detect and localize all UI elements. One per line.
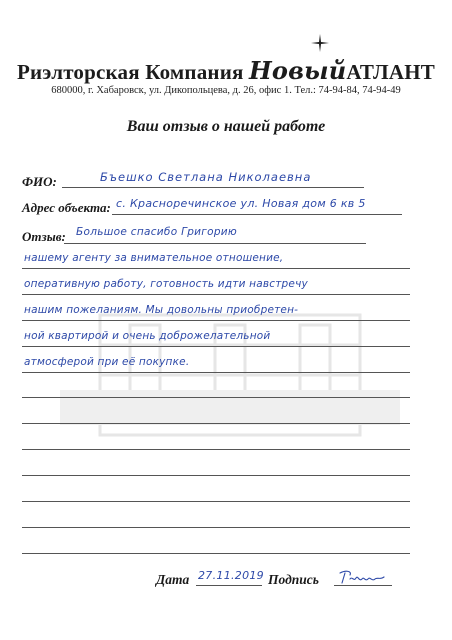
empty-rule <box>22 475 410 476</box>
review-label: Отзыв: <box>22 229 66 244</box>
company-address: 680000, г. Хабаровск, ул. Дикопольцева, д. 26, офис 1. Тел.: 74-94-84, 74-94-49 <box>51 85 401 96</box>
object-line <box>112 214 402 215</box>
brand-caps: АТЛАНТ <box>346 60 435 84</box>
review-line-3: оперативную работу, готовность идти навстречу <box>24 278 308 290</box>
object-value: с. Красноречинское ул. Новая дом 6 кв 5 <box>116 197 366 210</box>
empty-rule <box>22 527 410 528</box>
review-line-2: нашему агенту за внимательное отношение, <box>24 252 284 264</box>
object-label: Адрес объекта: <box>22 200 111 215</box>
handwritten-signature <box>336 567 388 587</box>
review-line-1: Большое спасибо Григорию <box>76 226 238 238</box>
review-line-6: атмосферой при её покупке. <box>24 356 190 368</box>
form-title: Ваш отзыв о нашей работе <box>126 118 326 135</box>
company-prefix: Риэлторская Компания <box>16 60 244 84</box>
name-label: ФИО: <box>22 174 57 189</box>
review-rule-4 <box>22 320 410 321</box>
date-line <box>196 585 262 586</box>
empty-rule <box>22 501 410 502</box>
review-rule-5 <box>22 346 410 347</box>
review-rule-3 <box>22 294 410 295</box>
empty-rule <box>22 449 410 450</box>
signature-label: Подпись <box>268 572 319 587</box>
review-line-5: ной квартирой и очень доброжелательной <box>24 330 271 342</box>
signature-line <box>334 585 392 586</box>
name-line <box>62 187 364 188</box>
review-rule-2 <box>22 268 410 269</box>
date-label: Дата <box>156 572 190 587</box>
date-value: 27.11.2019 <box>198 569 264 582</box>
company-name <box>0 56 452 85</box>
empty-rule <box>22 553 410 554</box>
review-rule-1 <box>64 243 366 244</box>
empty-rule <box>22 397 410 398</box>
brand-script: Новый <box>249 56 347 85</box>
name-value: Бъешко Светлана Николаевна <box>100 170 312 184</box>
empty-rule <box>22 423 410 424</box>
star-icon <box>311 34 329 52</box>
review-rule-6 <box>22 372 410 373</box>
review-line-4: нашим пожеланиям. Мы довольны приобретен- <box>24 304 299 316</box>
